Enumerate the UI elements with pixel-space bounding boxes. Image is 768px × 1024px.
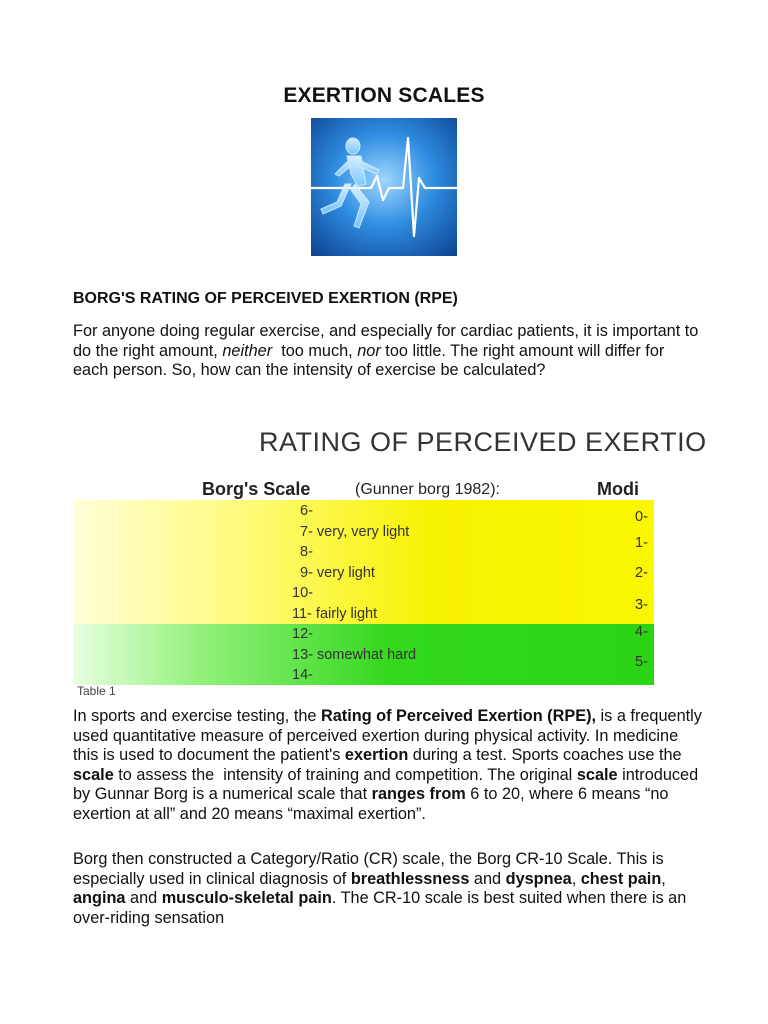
modified-scale-row: 4- <box>635 624 648 640</box>
borg-scale-row: 12- <box>292 626 313 642</box>
text-run: introduced by Gunnar Borg is a numerical scale that <box>73 765 703 803</box>
borg-scale-subheader: (Gunner borg 1982): <box>355 481 500 498</box>
borg-scale-row: 7- very, very light <box>300 523 410 540</box>
rpe-table-image <box>73 417 707 685</box>
text-run: , <box>571 869 581 888</box>
text-run: too little. The right amount will differ for each person. So, how can the intensity of exercise be calculated? <box>73 341 669 379</box>
modified-scale-row: 3- <box>635 597 648 613</box>
intro-paragraph <box>73 322 703 381</box>
text-run: and <box>469 869 506 888</box>
borg-scale-row: 13- somewhat hard <box>292 646 417 663</box>
text-run: , <box>661 869 671 888</box>
rpe-paragraph <box>73 707 707 824</box>
table-caption: Table 1 <box>77 684 116 698</box>
text-run: 6 to 20, where 6 means “no exertion at all” and 20 means “maximal exertion”. <box>73 785 674 823</box>
text-run: For anyone doing regular exercise, and especially for cardiac patients, it is important to do the right amount, <box>73 322 703 360</box>
text-run: too much, <box>272 341 358 360</box>
borg-scale-row: 10- <box>292 585 313 601</box>
text-run: In sports and exercise testing, the <box>73 707 321 725</box>
borg-scale-row: 11- fairly light <box>292 605 378 622</box>
text-run: scale <box>73 765 114 784</box>
page-title: EXERTION SCALES <box>283 84 485 107</box>
text-run: Rating of Perceived Exertion (RPE), <box>320 707 597 725</box>
modified-scale-row: 0- <box>635 509 648 525</box>
text-run: and <box>125 889 162 907</box>
text-run: dyspnea <box>505 869 572 888</box>
text-run: nor <box>357 341 381 360</box>
text-run: musculo-skeletal pain <box>161 889 332 907</box>
borg-scale-row: 8- <box>300 544 313 560</box>
modified-scale-row: 2- <box>635 565 648 581</box>
text-run: breathlessness <box>350 869 470 888</box>
text-run: exertion <box>344 746 409 764</box>
modified-scale-row: 1- <box>635 535 648 551</box>
modified-scale-row: 5- <box>635 654 648 670</box>
text-run: Borg then constructed a Category/Ratio (CR) scale, the Borg CR-10 Scale. This is especially used in clinical diagnosis of <box>73 850 669 888</box>
borg-scale-row: 6- <box>300 503 313 519</box>
text-run: . The CR-10 scale is best suited when there is an over-riding sensation <box>73 889 691 927</box>
cr10-paragraph <box>73 850 703 928</box>
text-run: ranges from <box>371 785 466 803</box>
text-run: angina <box>73 889 126 907</box>
text-run: to assess the intensity of training and competition. The original <box>113 765 577 784</box>
borg-scale-row: 14- <box>292 667 313 683</box>
text-run: during a test. Sports coaches use the <box>408 746 687 764</box>
text-run: is a frequently used quantitative measure of perceived exertion during physical activity. In medicine this is used to document the patient's <box>73 707 707 764</box>
text-run: neither <box>222 341 273 360</box>
borg-scale-header: Borg's Scale <box>202 479 311 499</box>
modified-scale-header: Modi <box>597 479 639 499</box>
text-run: scale <box>576 765 618 784</box>
section-heading: BORG'S RATING OF PERCEIVED EXERTION (RPE) <box>73 290 458 307</box>
running-figure-heartbeat-icon <box>311 118 457 256</box>
borg-scale-row: 9- very light <box>300 564 375 581</box>
rpe-table-title: RATING OF PERCEIVED EXERTIO <box>259 427 707 457</box>
text-run: chest pain <box>580 869 662 888</box>
